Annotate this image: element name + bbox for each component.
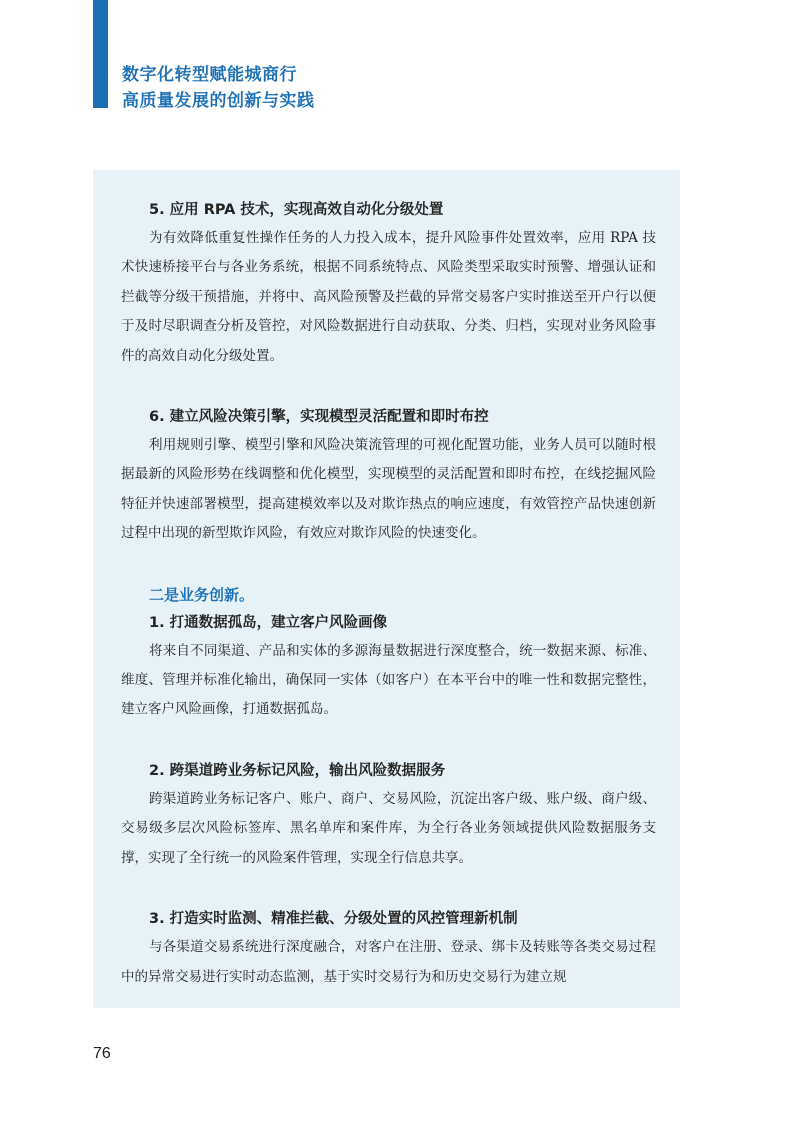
subsection-2-heading: 2. 跨渠道跨业务标记风险，输出风险数据服务 [149,762,446,779]
page-number: 76 [93,1045,111,1062]
section-6-heading: 6. 建立风险决策引擎，实现模型灵活配置和即时布控 [149,409,489,426]
subsection-3-heading: 3. 打造实时监测、精准拦截、分级处置的风控管理新机制 [149,911,518,928]
header-accent-bar [93,0,108,108]
part-2-heading: 二是业务创新。 [149,585,255,604]
section-5-heading: 5. 应用 RPA 技术，实现高效自动化分级处置 [149,202,444,218]
article-content [121,196,656,992]
section-5-paragraph: 为有效降低重复性操作任务的人力投入成本，提升风险事件处置效率，应用 RPA 技术快速桥接平台与各业务系统，根据不同系统特点、风险类型采取实时预警、增强认证和拦截等分级干预措施，并将中、高风险预警及拦截的异常交易客户实时推送至开户行以便于及时尽职调查分析及管控，对风险数据进行自动获取、分类、归档，实现对业务风险事件的高效自动化分级处置。 [121,230,656,364]
book-title [122,62,315,114]
subsection-2-paragraph: 跨渠道跨业务标记客户、账户、商户、交易风险，沉淀出客户级、账户级、商户级、交易级多层次风险标签库、黑名单库和案件库，为全行各业务领域提供风险数据服务支撑，实现了全行统一的风险案件管理，实现全行信息共享。 [121,790,656,866]
subsection-3-paragraph: 与各渠道交易系统进行深度融合，对客户在注册、登录、绑卡及转账等各类交易过程中的异常交易进行实时动态监测，基于实时交易行为和历史交易行为建立规 [121,939,656,985]
book-title-line-2: 高质量发展的创新与实践 [122,91,315,111]
book-title-line-1: 数字化转型赋能城商行 [122,65,297,85]
section-6-paragraph: 利用规则引擎、模型引擎和风险决策流管理的可视化配置功能，业务人员可以随时根据最新的风险形势在线调整和优化模型，实现模型的灵活配置和即时布控，在线挖掘风险特征并快速部署模型，提高建模效率以及对欺诈热点的响应速度，有效管控产品快速创新过程中出现的新型欺诈风险，有效应对欺诈风险的快速变化。 [121,437,656,542]
subsection-1-paragraph: 将来自不同渠道、产品和实体的多源海量数据进行深度整合，统一数据来源、标准、维度、管理并标准化输出，确保同一实体（如客户）在本平台中的唯一性和数据完整性，建立客户风险画像，打通数据孤岛。 [121,642,656,718]
subsection-1-heading: 1. 打通数据孤岛，建立客户风险画像 [149,614,388,631]
